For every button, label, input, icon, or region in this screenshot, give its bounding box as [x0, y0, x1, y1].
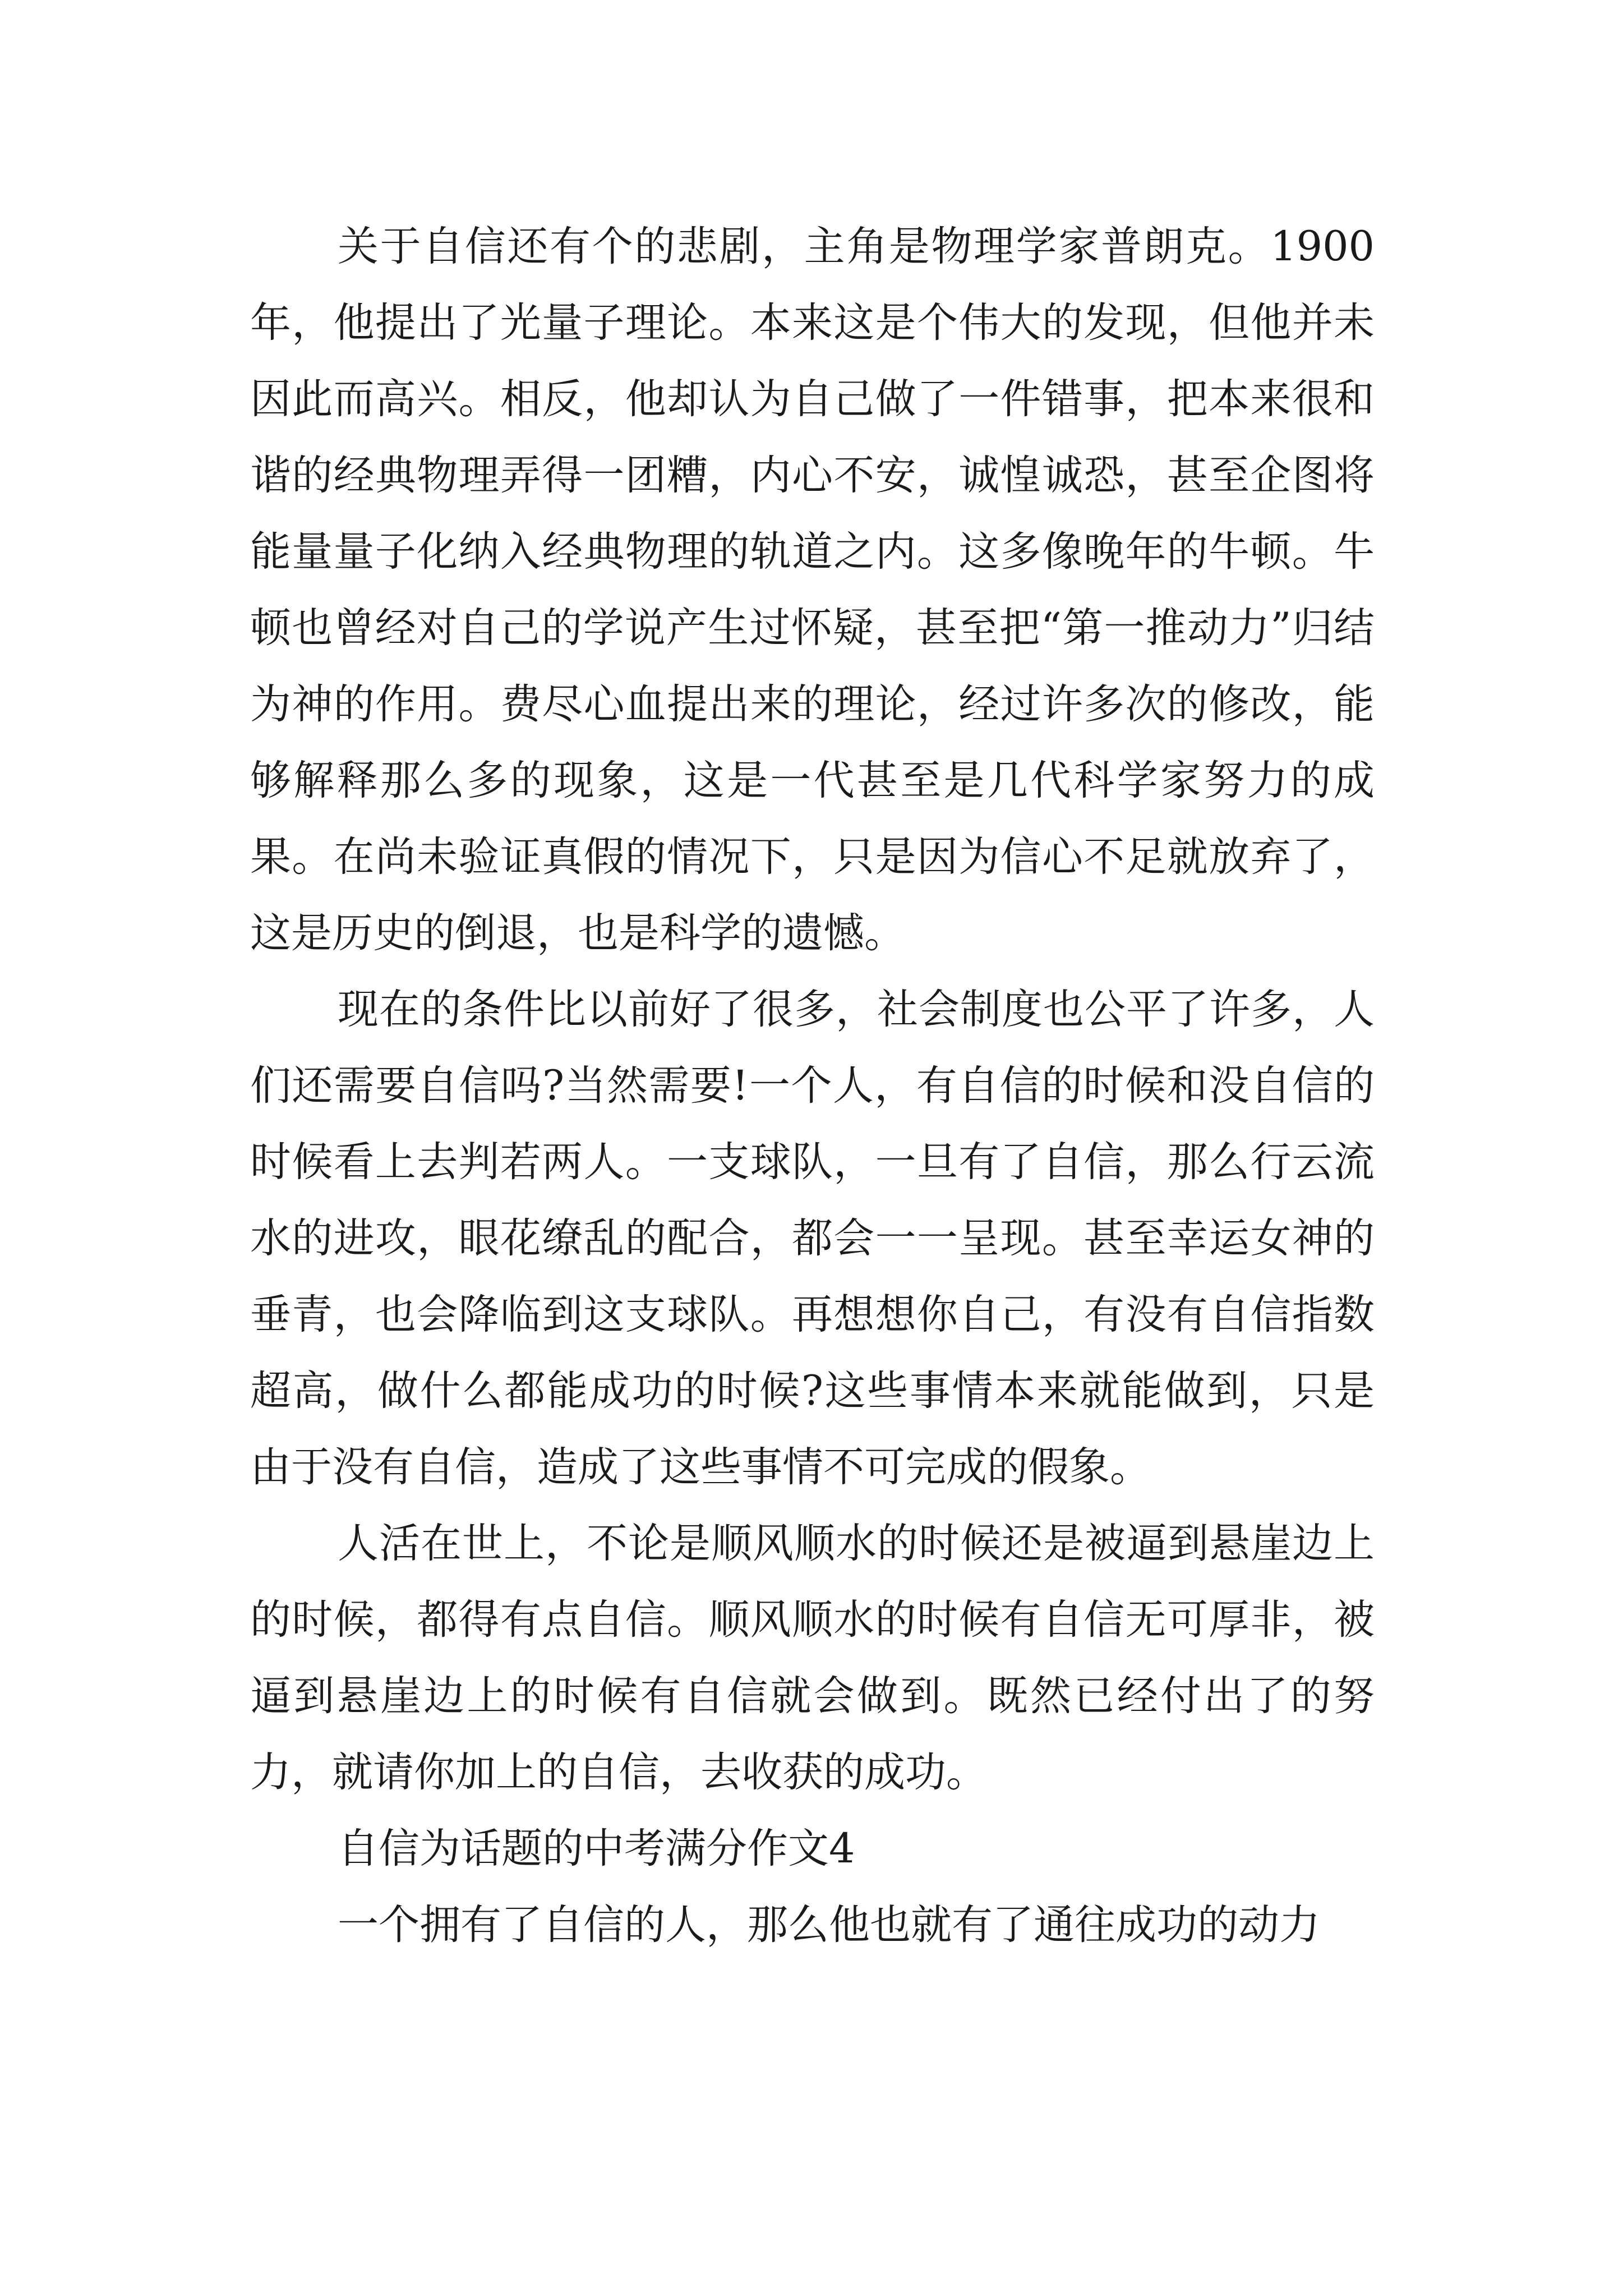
document-body	[250, 209, 1375, 1963]
paragraph-conditions: 现在的条件比以前好了很多，社会制度也公平了许多，人们还需要自信吗?当然需要!一个人，有自信的时候和没自信的时候看上去判若两人。一支球队，一旦有了自信，那么行云流水的进攻，眼花缭乱的配合，都会一一呈现。甚至幸运女神的垂青，也会降临到这支球队。再想想你自己，有没有自信指数超高，做什么都能成功的时候?这些事情本来就能做到，只是由于没有自信，造成了这些事情不可完成的假象。	[250, 986, 1375, 1491]
paragraph-planck: 关于自信还有个的悲剧，主角是物理学家普朗克。1900年，他提出了光量子理论。本来这是个伟大的发现，但他并未因此而高兴。相反，他却认为自己做了一件错事，把本来很和谐的经典物理弄得一团糟，内心不安，诚惶诚恐，甚至企图将能量量子化纳入经典物理的轨道之内。这多像晚年的牛顿。牛顿也曾经对自己的学说产生过怀疑，甚至把“第一推动力”归结为神的作用。费尽心血提出来的理论，经过许多次的修改，能够解释那么多的现象，这是一代甚至是几代科学家努力的成果。在尚未验证真假的情况下，只是因为信心不足就放弃了，这是历史的倒退，也是科学的遗憾。	[250, 223, 1375, 957]
paragraph-last: 一个拥有了自信的人，那么他也就有了通往成功的动力	[338, 1901, 1320, 1949]
paragraph-life: 人活在世上，不论是顺风顺水的时候还是被逼到悬崖边上的时候，都得有点自信。顺风顺水的时候有自信无可厚非，被逼到悬崖边上的时候有自信就会做到。既然已经付出了的努力，就请你加上的自信，去收获的成功。	[250, 1520, 1375, 1796]
essay-heading: 自信为话题的中考满分作文4	[338, 1825, 855, 1872]
